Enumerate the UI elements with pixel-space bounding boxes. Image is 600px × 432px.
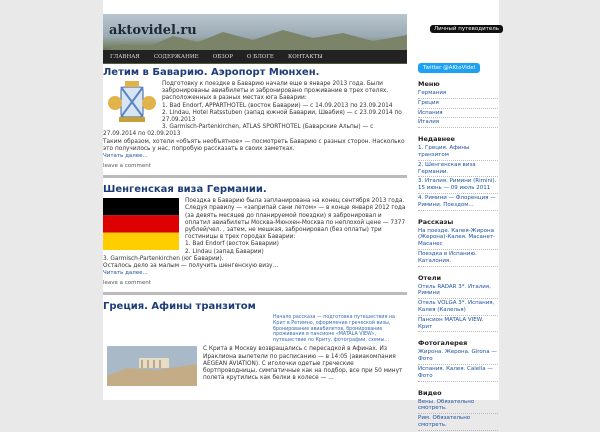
sidebar-heading-hotels: Отели [418,273,442,282]
gallery-link[interactable]: Жирона. Жерона. Girona — Фото [418,349,498,365]
hotel-link[interactable]: Пансион MATALA VIEW. Крит [418,317,498,333]
recent-post-link[interactable]: 1. Греция. Афины транзитом [418,145,498,161]
nav-about[interactable]: О БЛОГЕ [246,54,274,60]
hotel-link[interactable]: Отель RADAR 3*. Италия, Римини [418,284,498,300]
germany-flag-icon [103,198,179,250]
twitter-follow-button[interactable]: Twitter @AKtoVidel [418,63,480,73]
read-more-link[interactable]: Читать далее... [103,270,148,277]
hotel-link[interactable]: Отель VOLGA 3*. Испания, Калея (Калелья) [418,300,498,316]
nav-contacts[interactable]: КОНТАКТЫ [287,54,323,60]
story-link[interactable]: Поездка в Испанию. Каталония. [418,251,498,267]
post [103,184,407,286]
sidebar-item-greece[interactable]: Греция [418,100,498,109]
leave-comment-link[interactable]: leave a comment [103,163,151,170]
site-title[interactable]: aktovidel.ru [109,23,197,38]
sidebar-item-italy[interactable]: Италия [418,119,498,128]
post-body [103,81,407,160]
sidebar-item-spain[interactable]: Испания [418,110,498,119]
post-text: С Крита в Москву возвращались с пересадкой в Афинах. Из Ираклиона вылетели по расписанию — в 14:05 (авиакомпания AEGEAN AVIATION). С иголочки одетые греческие бортпроводницы, симпатичные как на подбор, все при 50 минут полета крутились как белки в колесе — ... [203,346,403,382]
post-list-item: 1. Bad Endorf, APPARTHOTEL (восток Баварии) — с 14.09.2013 по 23.09.2014 [162,102,393,109]
content-column [103,67,407,386]
post-list-item: 1. Bad Endorf (восток Баварии) [185,241,279,248]
recent-post-link[interactable]: 2. Шенгенская виза Германии. [418,162,498,178]
post-separator [103,175,407,178]
personal-guide-badge[interactable]: Личный путеводитель [430,25,503,33]
post-note: Начало рассказа — подготовка путешествия на Крит в Ретимно, оформление греческой визы, бронирование авиабилетов, бронирование проживания в пансионе «MATALA VIEW», путешествие по Криту, фотографии, схемы… [273,315,395,343]
main-navigation [103,50,407,63]
nav-overview[interactable]: ОБЗОР [212,54,233,60]
post-text-outro: Таким образом, хотели «объять необъятное» — посмотреть Баварию с разных сторон. Насколько это получилось у нас, попробую рассказать в своих заметках. [103,138,405,152]
video-link[interactable]: Рим. Обязательно смотреть. [418,415,498,431]
leave-comment-link[interactable]: leave a comment [103,280,151,287]
post-list-item: 2. Lindau (запад Баварии) [185,248,264,255]
sidebar [418,63,498,432]
video-link[interactable]: Вены. Обязательно смотреть. [418,399,498,415]
post [103,301,407,382]
post-title[interactable]: Шенгенская виза Германии. [103,184,267,196]
bavaria-coat-of-arms-icon [107,81,157,125]
post-text-outro: Осталось дело за малым — получить шенгенскую визу… [103,263,279,270]
sidebar-item-germany[interactable]: Германия [418,90,498,99]
post-separator [103,292,407,295]
post-list-item: 3. Garmisch-Partenkirchen (юг Баварии). [103,255,224,262]
nav-contents[interactable]: СОДЕРЖАНИЕ [153,54,199,60]
post-title[interactable]: Греция. Афины транзитом [103,301,256,313]
post-list-item: 3. Garmisch-Partenkirchen, ATLAS SPORTHOTEL (Баварские Альпы) — с 27.09.2014 по 02.09.2013 [103,124,374,138]
recent-post-link[interactable]: 3. Италия. Римини (Rimini). 15 июнь — 09 июль 2011 [418,178,498,194]
read-more-link[interactable]: Читать далее... [103,153,148,160]
post-text-intro: Подготовку к поездке в Баварию начали еще в январе 2013 года. Были забронированы авиабилеты и забронировано проживание в трех отелях, расположенных в разных местах юга Баварии: [162,81,389,102]
sidebar-heading-video: Видео [418,388,442,397]
post-title[interactable]: Летим в Баварию. Аэропорт Мюнхен. [103,67,320,78]
story-link[interactable]: На поезде. Калея-Жирона (Жерона)-Калея. Масанет-Масанес [418,228,498,250]
sidebar-heading-stories: Рассказы [418,217,454,226]
post-body [103,315,407,382]
post-text: Поездка в Баварию была запланирована на конец сентября 2013 года. Следуя правилу — «заприпай сани летом» — в конце января 2012 года (за девять месяцев до планируемой поездки) я забронировал и оплатил авиабилеты Москва-Мюнхен-Москва по неплохой цене — 7377 рублей/чел. , затем, не мешкая, забронировал (без оплаты) три гостиницы в трех городах Баварии: [185,198,406,241]
post-list-item: 2. Lindau, Hotel Ratsstuben (запад южной Баварии, Швабия) — с 23.09.2014 по 27.09.2013 [162,109,402,124]
post-body [103,198,407,277]
sidebar-heading-menu: Меню [418,80,440,88]
sidebar-heading-gallery: Фотогалерея [418,339,468,348]
post [103,67,407,169]
recent-post-link[interactable]: 4. Римини — Флоренция — Римини. Поездом... [418,195,498,211]
acropolis-photo [107,346,197,386]
sidebar-heading-recent: Недавнее [418,135,455,144]
gallery-link[interactable]: Испания. Калея. Calella — Фото [418,366,498,382]
nav-home[interactable]: ГЛАВНАЯ [110,54,140,60]
